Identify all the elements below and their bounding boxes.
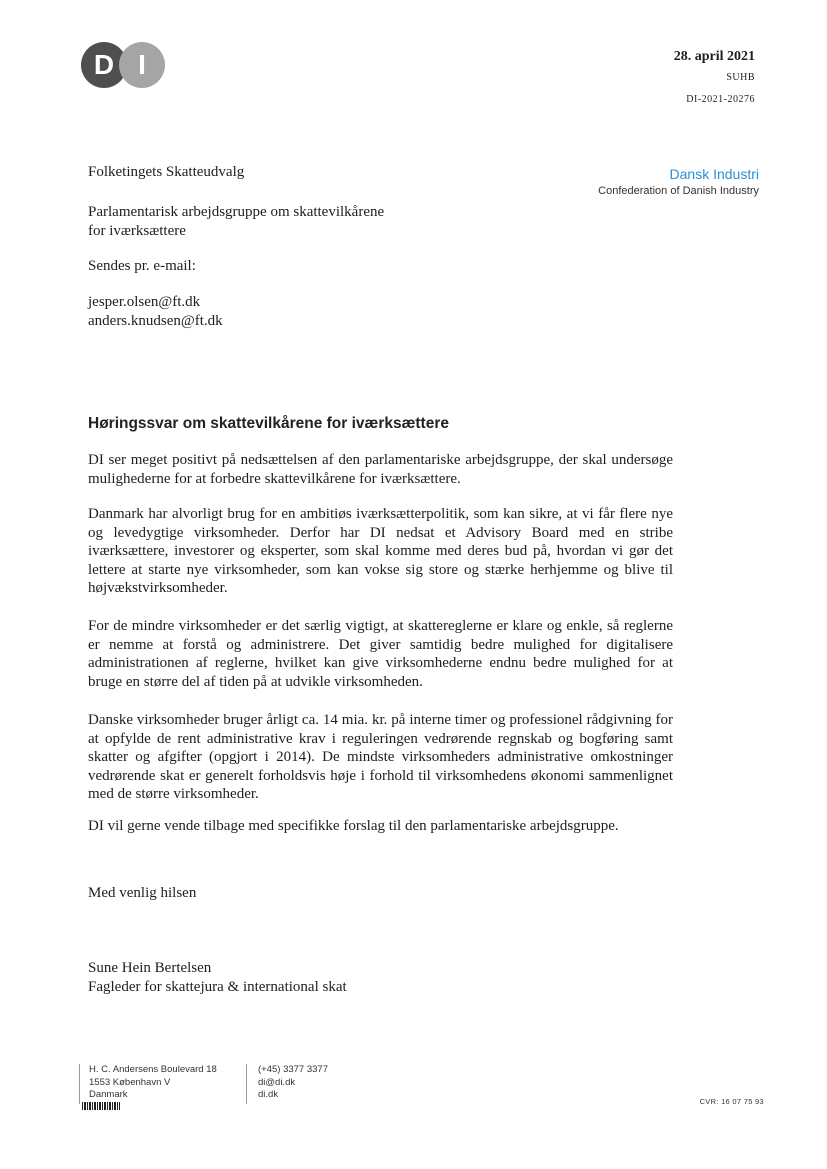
closing-salutation: Med venlig hilsen [88, 885, 197, 901]
cvr-number: CVR: 16 07 75 93 [699, 1097, 764, 1106]
footer-phone[interactable]: (+45) 3377 3377 [258, 1064, 328, 1075]
footer-contact [258, 1064, 328, 1102]
footer-street: H. C. Andersens Boulevard 18 [89, 1064, 217, 1075]
body-paragraph: Danmark har alvorligt brug for en ambitiøs iværksætterpolitik, som kan sikre, at vi får flere nye og levedygtige virksomheder. Derfor har DI nedsat et Advisory Board med en stribe iværksættere, investorer og eksperter, som skal komme med deres bud på, hvordan vi gør det lettere at starte nye virksomheder, som kan vokse sig store og stærke herhjemme og blive til højvækstvirksomheder. [88, 506, 673, 597]
footer-country: Danmark [89, 1089, 128, 1100]
logo-d-circle: D [81, 42, 127, 88]
letter-date: 28. april 2021 [673, 49, 755, 64]
author-initials: SUHB [726, 72, 755, 83]
body-paragraph: Danske virksomheder bruger årligt ca. 14 mia. kr. på interne timer og professionel rådgivning for at opfylde de rent administrative krav i reguleringen vedrørende regnskab og bogføring samt skatter og afgifter (opgjort i 2014). De mindste virksomheders administrative omkostninger vedrørende skat er generelt forholdsvis høje i forhold til virksomhedens økonomi sammenlignet med de større virksomheder. [88, 712, 673, 803]
footer-divider [79, 1064, 80, 1104]
signatory-title: Fagleder for skattejura & international skat [88, 979, 347, 995]
body-paragraph: For de mindre virksomheder er det særlig vigtigt, at skattereglerne er klare og enkle, så reglerne er nemme at forstå og administrere. Det giver samtidig bedre mulighed for digitalisere administrationen af reglerne, hvilket kan give virksomhederne endnu bedre mulighed for at bruge en større del af tiden på at udvikle virksomheden. [88, 618, 673, 690]
footer-address [89, 1064, 217, 1102]
organization-name: Dansk Industri [669, 166, 759, 182]
footer-divider [246, 1064, 247, 1104]
letter-subject: Høringssvar om skattevilkårene for iværksættere [88, 415, 449, 432]
recipient: Folketingets Skatteudvalg [88, 164, 245, 180]
body-paragraph: DI vil gerne vende tilbage med specifikke forslag til den parlamentariske arbejdsgruppe. [88, 818, 619, 834]
di-logo [81, 42, 165, 88]
send-note: Sendes pr. e-mail: [88, 258, 196, 274]
footer-website[interactable]: di.dk [258, 1089, 279, 1100]
logo-i-circle: I [119, 42, 165, 88]
footer-city: 1553 København V [89, 1076, 171, 1088]
body-paragraph: DI ser meget positivt på nedsættelsen af den parlamentariske arbejdsgruppe, der skal undersøge mulighederne for at forbedre skattevilkårene for iværksættere. [88, 452, 673, 487]
signatory-name: Sune Hein Bertelsen [88, 960, 212, 976]
email-link[interactable]: jesper.olsen@ft.dk [88, 294, 201, 310]
footer-email[interactable]: di@di.dk [258, 1076, 296, 1088]
email-link[interactable]: anders.knudsen@ft.dk [88, 313, 223, 329]
reference-number: DI-2021-20276 [686, 94, 755, 105]
recipient-emails [88, 293, 223, 331]
barcode [82, 1102, 120, 1110]
organization-subtitle: Confederation of Danish Industry [598, 185, 759, 197]
recipient-group: Parlamentarisk arbejdsgruppe om skattevilkårene for iværksættere [88, 204, 385, 239]
